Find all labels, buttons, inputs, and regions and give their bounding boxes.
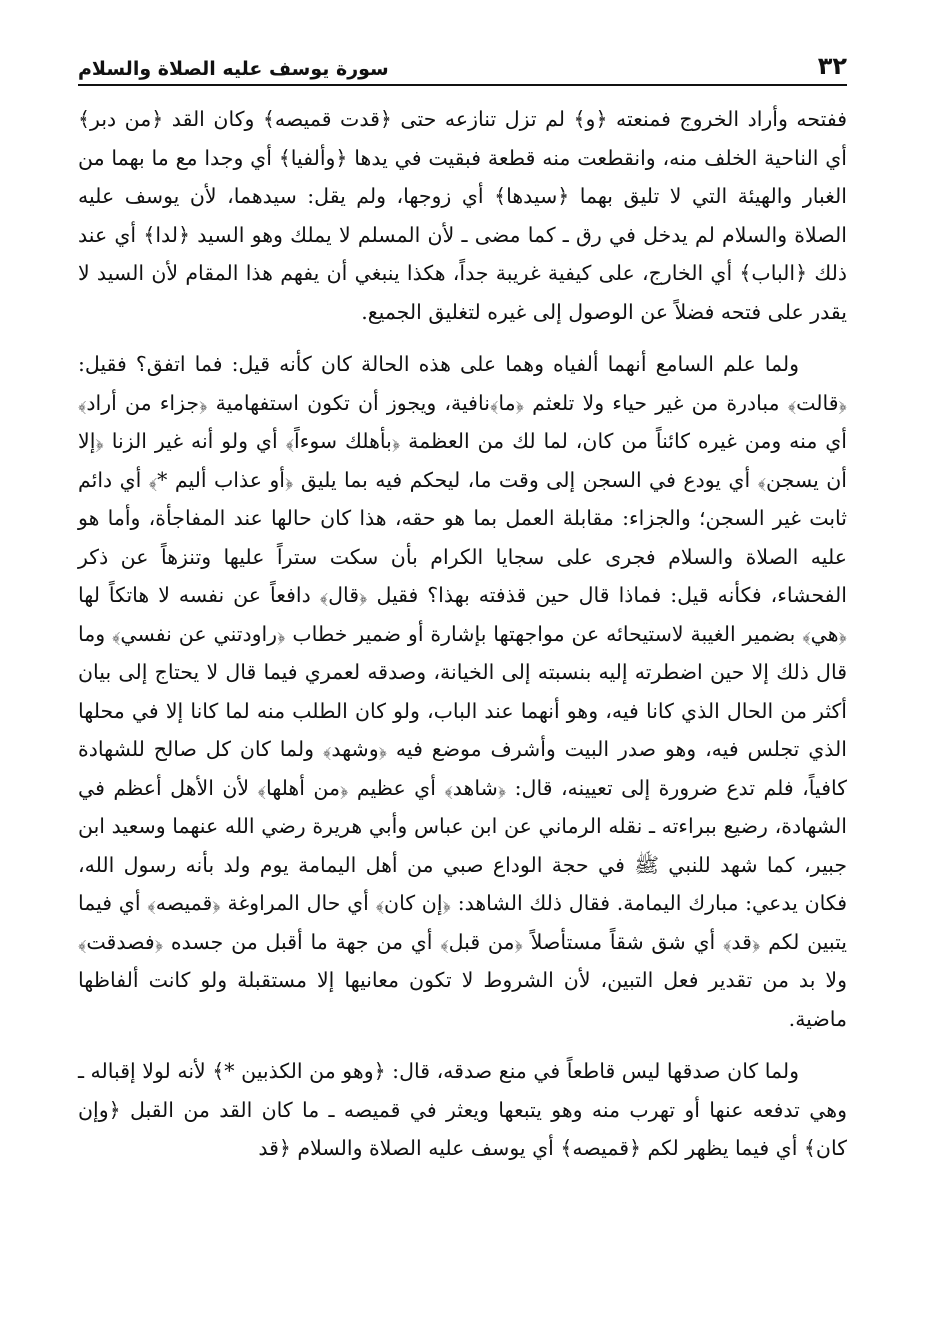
page-body xyxy=(78,100,847,1168)
paragraph-2: ولما علم السامع أنهما ألفياه وهما على هذه الحالة كان كأنه قيل: فما اتفق؟ فقيل: ﴿قالت﴾ مبادرة من غير حياء ولا تلعثم ﴿ما﴾نافية، ويجوز أن تكون استفهامية ﴿جزاء من أراد﴾ أي منه ومن غيره كائناً من كان، لما لك من العظمة ﴿بأهلك سوءاً﴾ أي ولو أنه غير الزنا ﴿إلا أن يسجن﴾ أي يودع في السجن إلى وقت ما، ليحكم فيه بما يليق ﴿أو عذاب أليم *﴾ أي دائم ثابت غير السجن؛ والجزاء: مقابلة العمل بما هو حقه، هذا كان حالها عند المفاجأة، وأما هو عليه الصلاة والسلام فجرى على سجايا الكرام بأن سكت ستراً عليها وتنزهاً عن ذكر الفحشاء، فكأنه قيل: فماذا قال حين قذفته بهذا؟ فقيل ﴿قال﴾ دافعاً عن نفسه لا هاتكاً لها ﴿هي﴾ بضمير الغيبة لاستيحائه عن مواجهتها بإشارة أو ضمير خطاب ﴿راودتني عن نفسي﴾ وما قال ذلك إلا حين اضطرته إليه بنسبته إلى الخيانة، وصدقه لعمري فيما قال لا يحتاج إلى بيان أكثر من الحال الذي كانا فيه، وهو أنهما عند الباب، ولو كان الطلب منه لما كانا إلا في محلها الذي تجلس فيه، وهو صدر البيت وأشرف موضع فيه ﴿وشهد﴾ ولما كان كل صالح للشهادة كافياً، فلم تدع ضرورة إلى تعيينه، قال: ﴿شاهد﴾ أي عظيم ﴿من أهلها﴾ لأن الأهل أعظم في الشهادة، رضيع ببراءته ـ نقله الرماني عن ابن عباس وأبي هريرة رضي الله عنهما وسعيد ابن جبير، كما شهد للنبي ﷺ في حجة الوداع صبي من أهل اليمامة يوم ولد بأنه رسول الله، فكان يدعي: مبارك اليمامة. فقال ذلك الشاهد: ﴿إن كان﴾ أي حال المراوغة ﴿قميصه﴾ أي فيما يتبين لكم ﴿قد﴾ أي شق شقاً مستأصلاً ﴿من قبل﴾ أي من جهة ما أقبل من جسده ﴿فصدقت﴾ ولا بد من تقدير فعل التبين، لأن الشروط لا تكون معانيها إلا مستقبلة ولو كانت ألفاظها ماضية. xyxy=(78,352,847,1031)
paragraph-3: ولما كان صدقها ليس قاطعاً في منع صدقه، قال: ﴿وهو من الكذبين *﴾ لأنه لولا إقباله ـ وهي تدفعه عنها أو تهرب منه وهو يتبعها ويعثر في قميصه ـ ما كان القد من القبل ﴿وإن كان﴾ أي فيما يظهر لكم ﴿قميصه﴾ أي يوسف عليه الصلاة والسلام ﴿قد xyxy=(78,1059,847,1160)
paragraph-1: ففتحه وأراد الخروج فمنعته ﴿و﴾ لم تزل تنازعه حتى ﴿قدت قميصه﴾ وكان القد ﴿من دبر﴾ أي الناحية الخلف منه، وانقطعت منه قطعة فبقيت في يدها ﴿وألفيا﴾ أي وجدا مع ما بهما من الغبار والهيئة التي لا تليق بهما ﴿سيدها﴾ أي زوجها، ولم يقل: سيدهما، لأن يوسف عليه الصلاة والسلام لم يدخل في رق ـ كما مضى ـ لأن المسلم لا يملك وهو السيد ﴿لدا﴾ أي عند ذلك ﴿الباب﴾ أي الخارج، على كيفية غريبة جداً، هكذا ينبغي أن يفهم هذا المقام لأن السيد لا يقدر على فتحه فضلاً عن الوصول إلى غيره لتغليق الجميع. xyxy=(78,107,847,324)
running-title: سورة يوسف عليه الصلاة والسلام xyxy=(78,58,389,80)
page-number: ٣٢ xyxy=(817,52,847,80)
page-header xyxy=(78,52,847,86)
